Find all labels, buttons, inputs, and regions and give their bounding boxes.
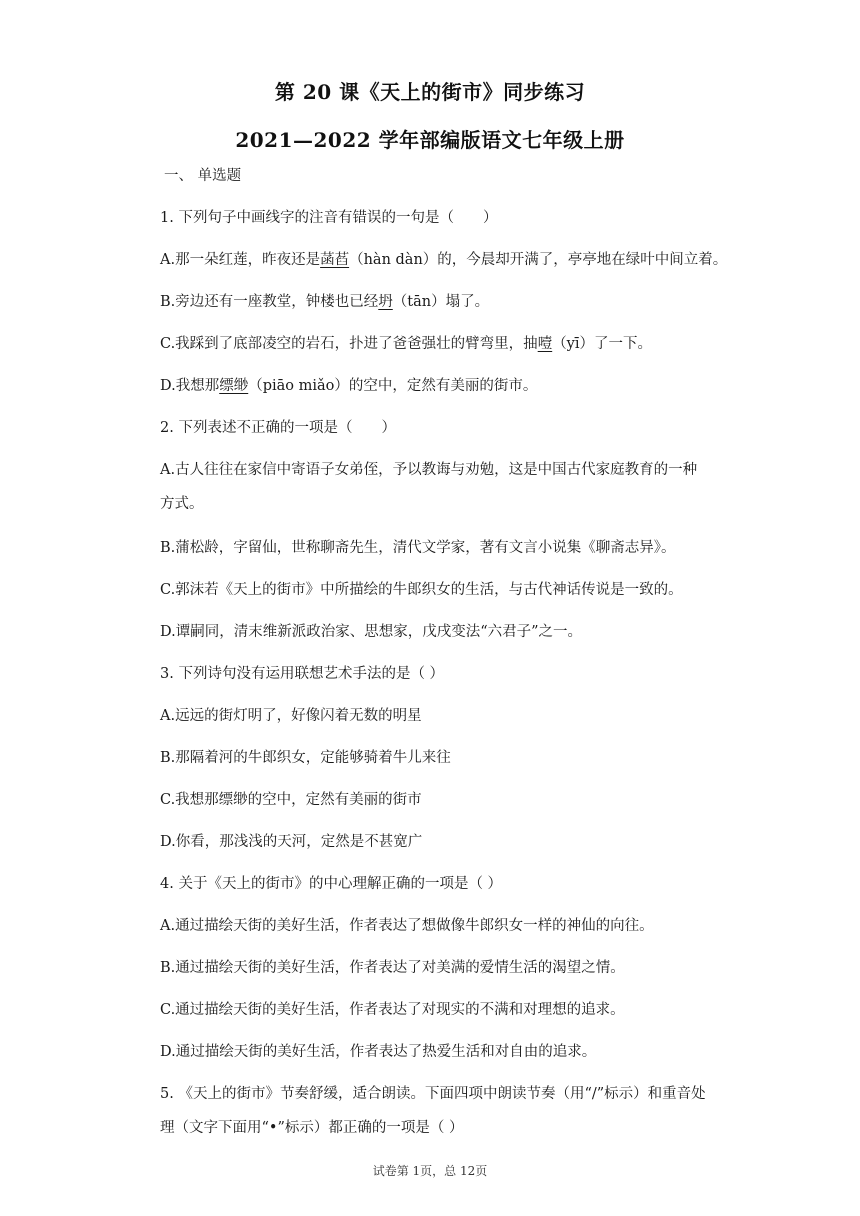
q1-c-text: C.我踩到了底部凌空的岩石，扑进了爸爸强壮的臂弯里，抽 (160, 336, 538, 352)
q1-d-underlined: 缥缈 (219, 378, 249, 394)
q1-option-d (160, 374, 537, 395)
q2-stem: 2. 下列表述不正确的一项是（ ） (160, 420, 396, 436)
q1-option-c (160, 332, 652, 353)
q2-option-b: B.蒲松龄，字留仙，世称聊斋先生，清代文学家，著有文言小说集《聊斋志异》。 (160, 540, 676, 556)
q1-option-b (160, 290, 489, 311)
q1-a-rest: （hàn dàn）的，今晨却开满了，亭亭地在绿叶中间立着。 (349, 252, 728, 268)
q3-option-a: A.远远的街灯明了，好像闪着无数的明星 (160, 708, 422, 724)
q1-a-text: A.那一朵红莲，昨夜还是 (160, 252, 321, 268)
q1-b-underlined: 坍 (378, 294, 393, 310)
q2-option-c: C.郭沫若《天上的街市》中所描绘的牛郎织女的生活，与古代神话传说是一致的。 (160, 582, 683, 598)
q5-stem-line1: 5. 《天上的街市》节奏舒缓，适合朗读。下面四项中朗读节奏（用“/”标示）和重音处 (160, 1086, 706, 1102)
q2-option-a-line2: 方式。 (160, 496, 204, 512)
q4-option-a: A.通过描绘天街的美好生活，作者表达了想做像牛郎织女一样的神仙的向往。 (160, 918, 654, 934)
q1-c-underlined: 噎 (537, 336, 553, 352)
q1-c-rest: （yī）了一下。 (552, 336, 653, 352)
q3-option-b: B.那隔着河的牛郎织女，定能够骑着牛儿来往 (160, 750, 451, 766)
page-footer: 试卷第 1页，总 12页 (372, 1164, 488, 1178)
q1-option-a (160, 248, 727, 269)
doc-subtitle: 2021—2022 学年部编版语文七年级上册 (235, 128, 625, 152)
q1-d-rest: （piāo miǎo）的空中，定然有美丽的街市。 (248, 378, 538, 394)
q1-d-text: D.我想那 (160, 378, 220, 394)
q4-option-b: B.通过描绘天街的美好生活，作者表达了对美满的爱情生活的渴望之情。 (160, 960, 625, 976)
q1-a-underlined: 菡萏 (320, 252, 350, 268)
q4-stem: 4. 关于《天上的街市》的中心理解正确的一项是（ ） (160, 876, 503, 892)
q5-stem-line2: 理（文字下面用“•”标示）都正确的一项是（ ） (160, 1120, 464, 1136)
q2-option-d: D.谭嗣同，清末维新派政治家、思想家，戊戌变法“六君子”之一。 (160, 624, 583, 640)
doc-title: 第 20 课《天上的街市》同步练习 (274, 80, 586, 104)
section-heading: 一、 单选题 (164, 168, 242, 184)
q3-stem: 3. 下列诗句没有运用联想艺术手法的是（ ） (160, 666, 445, 682)
q1-stem: 1. 下列句子中画线字的注音有错误的一句是（ ） (160, 210, 498, 226)
q1-b-rest: （tān）塌了。 (392, 294, 490, 310)
q3-option-d: D.你看，那浅浅的天河，定然是不甚宽广 (160, 834, 423, 850)
q1-b-text: B.旁边还有一座教堂，钟楼也已经 (160, 294, 379, 310)
q4-option-d: D.通过描绘天街的美好生活，作者表达了热爱生活和对自由的追求。 (160, 1044, 597, 1060)
q3-option-c: C.我想那缥缈的空中，定然有美丽的街市 (160, 792, 422, 808)
q2-option-a-line1: A.古人往往在家信中寄语子女弟侄，予以教诲与劝勉，这是中国古代家庭教育的一种 (160, 462, 698, 478)
q4-option-c: C.通过描绘天街的美好生活，作者表达了对现实的不满和对理想的追求。 (160, 1002, 625, 1018)
